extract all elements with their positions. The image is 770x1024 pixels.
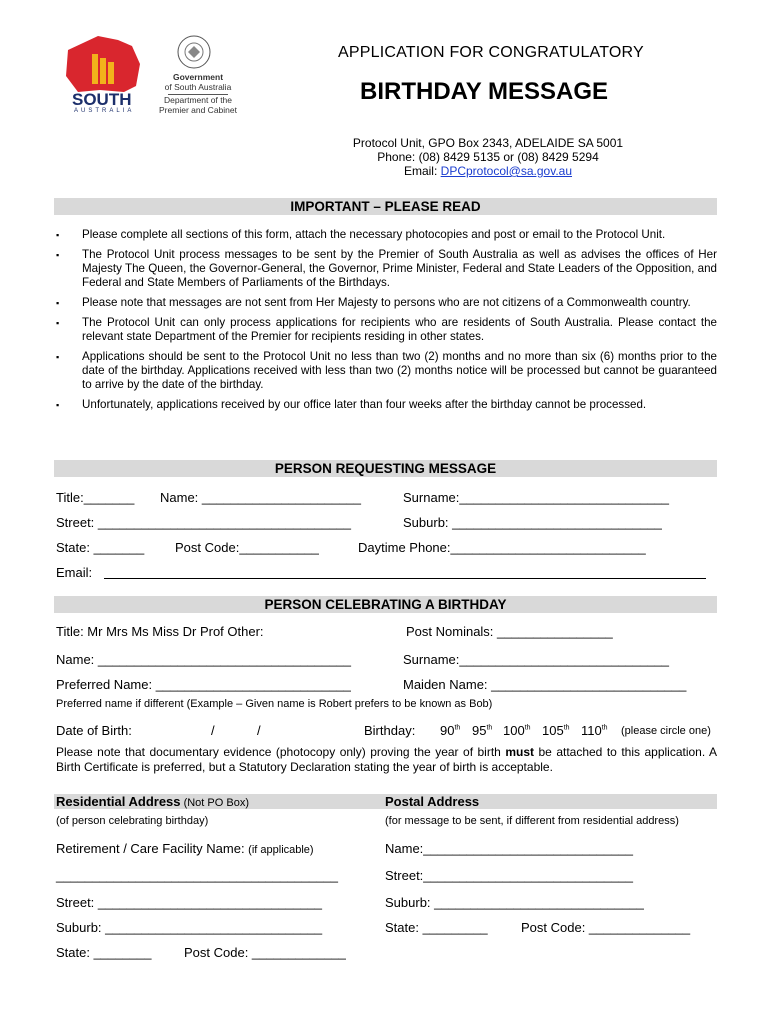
protocol-address: Protocol Unit, GPO Box 2343, ADELAIDE SA 5001: [352, 136, 624, 150]
residential-street-field[interactable]: Street: _______________________________: [56, 895, 323, 910]
page-title: BIRTHDAY MESSAGE: [360, 78, 609, 105]
celebrant-title: PERSON CELEBRATING A BIRTHDAY: [264, 597, 507, 612]
government-seal-icon: [173, 34, 215, 70]
birthday-option-95[interactable]: 95th: [472, 723, 493, 738]
residential-subtitle: (of person celebrating birthday): [56, 815, 209, 827]
celebrant-surname-field[interactable]: Surname:_____________________________: [403, 652, 670, 667]
application-title: APPLICATION FOR CONGRATULATORY: [338, 44, 644, 61]
birthday-option-100[interactable]: 100th: [503, 723, 531, 738]
birthday-option-90[interactable]: 90th: [440, 723, 461, 738]
protocol-email: Email: DPCprotocol@sa.gov.au: [403, 164, 573, 178]
celebrant-title-options[interactable]: Title: Mr Mrs Ms Miss Dr Prof Other:: [56, 624, 264, 639]
government-label: Government of South Australia: [164, 72, 232, 92]
requester-title: PERSON REQUESTING MESSAGE: [274, 461, 497, 476]
requester-email-input[interactable]: [104, 578, 706, 579]
requester-street-field[interactable]: Street: ___________________________________: [56, 515, 351, 530]
care-facility-field[interactable]: Retirement / Care Facility Name: (if applicable): [56, 841, 314, 856]
date-of-birth-label: Date of Birth:: [56, 723, 132, 738]
care-facility-line[interactable]: _______________________________________: [56, 868, 338, 883]
dob-separator: /: [211, 723, 215, 738]
department-label: Department of the Premier and Cabinet: [159, 95, 237, 115]
requester-daytime-phone-field[interactable]: Daytime Phone:___________________________: [358, 540, 646, 555]
requester-suburb-field[interactable]: Suburb: _____________________________: [403, 515, 662, 530]
residential-address-title: Residential Address (Not PO Box): [56, 794, 249, 809]
list-item: ▪ Unfortunately, applications received by our office later than four weeks after the birthday cannot be processed.: [56, 398, 647, 411]
post-nominals-field[interactable]: Post Nominals: ________________: [406, 624, 613, 639]
requester-section-header: [54, 460, 717, 477]
list-item: ▪ The Protocol Unit process messages to be sent by the Premier of South Australia as well as advises the offices of Her Majesty The Queen, the Governor-General, the Governor, Prime Minister, Federal and State Leaders of the Opposition, and Federal and State Members of Parliaments of the Birthdays.: [56, 247, 717, 290]
residential-postcode-field[interactable]: Post Code: _____________: [184, 945, 346, 960]
postal-postcode-field[interactable]: Post Code: ______________: [521, 920, 691, 935]
logo-subtext: AUSTRALIA: [74, 108, 135, 114]
birthday-label: Birthday:: [364, 723, 416, 738]
postal-street-field[interactable]: Street:_____________________________: [385, 868, 633, 883]
maiden-name-field[interactable]: Maiden Name: ___________________________: [403, 677, 687, 692]
important-list: [56, 228, 717, 418]
preferred-name-note: Preferred name if different (Example – Given name is Robert prefers to be known as Bob): [56, 698, 493, 710]
celebrant-name-field[interactable]: Name: ___________________________________: [56, 652, 351, 667]
postal-subtitle: (for message to be sent, if different from residential address): [385, 815, 679, 827]
requester-postcode-field[interactable]: Post Code:___________: [175, 540, 319, 555]
residential-suburb-field[interactable]: Suburb: ______________________________: [56, 920, 323, 935]
evidence-note: Please note that documentary evidence (photocopy only) proving the year of birth must be attached to this application. A Birth Certificate is preferred, but a Statutory Declaration stating the year of birth is acceptable.: [56, 745, 718, 774]
list-item: ▪ Please note that messages are not sent from Her Majesty to persons who are not citizens of a Commonwealth country.: [56, 296, 691, 309]
list-item: ▪ The Protocol Unit can only process applications for recipients who are residents of South Australia. Please contact the relevant state Department of the Premier for recipients residing in other states.: [56, 315, 717, 343]
birthday-option-105[interactable]: 105th: [542, 723, 570, 738]
celebrant-section-header: [54, 596, 717, 613]
logo-wordmark: SOUTH: [72, 90, 132, 109]
birthday-option-110[interactable]: 110th: [581, 723, 608, 738]
requester-title-field[interactable]: Title:_______: [56, 490, 135, 505]
list-item: ▪ Please complete all sections of this form, attach the necessary photocopies and post or email to the Protocol Unit.: [56, 228, 666, 241]
requester-state-field[interactable]: State: _______: [56, 540, 145, 555]
email-link[interactable]: DPCprotocol@sa.gov.au: [440, 164, 573, 178]
requester-surname-field[interactable]: Surname:_____________________________: [403, 490, 670, 505]
circle-note: (please circle one): [621, 725, 711, 737]
postal-state-field[interactable]: State: _________: [385, 920, 488, 935]
residential-state-field[interactable]: State: ________: [56, 945, 152, 960]
postal-address-title: Postal Address: [385, 794, 480, 809]
requester-email-label: Email:: [56, 565, 93, 580]
preferred-name-field[interactable]: Preferred Name: ___________________________: [56, 677, 351, 692]
protocol-phone: Phone: (08) 8429 5135 or (08) 8429 5294: [377, 150, 599, 164]
postal-suburb-field[interactable]: Suburb: _____________________________: [385, 895, 644, 910]
dob-separator: /: [257, 723, 261, 738]
important-section-header: [54, 198, 717, 215]
postal-name-field[interactable]: Name:_____________________________: [385, 841, 633, 856]
south-australia-logo: [60, 34, 170, 118]
requester-name-field[interactable]: Name: ______________________: [160, 490, 361, 505]
important-title: IMPORTANT – PLEASE READ: [290, 199, 481, 214]
list-item: ▪ Applications should be sent to the Protocol Unit no less than two (2) months and no more than six (6) months prior to the date of the birthday. Applications received with less than two (2) months notice will be processed but cannot be guaranteed to arrive by the date of the birthday.: [56, 349, 717, 392]
